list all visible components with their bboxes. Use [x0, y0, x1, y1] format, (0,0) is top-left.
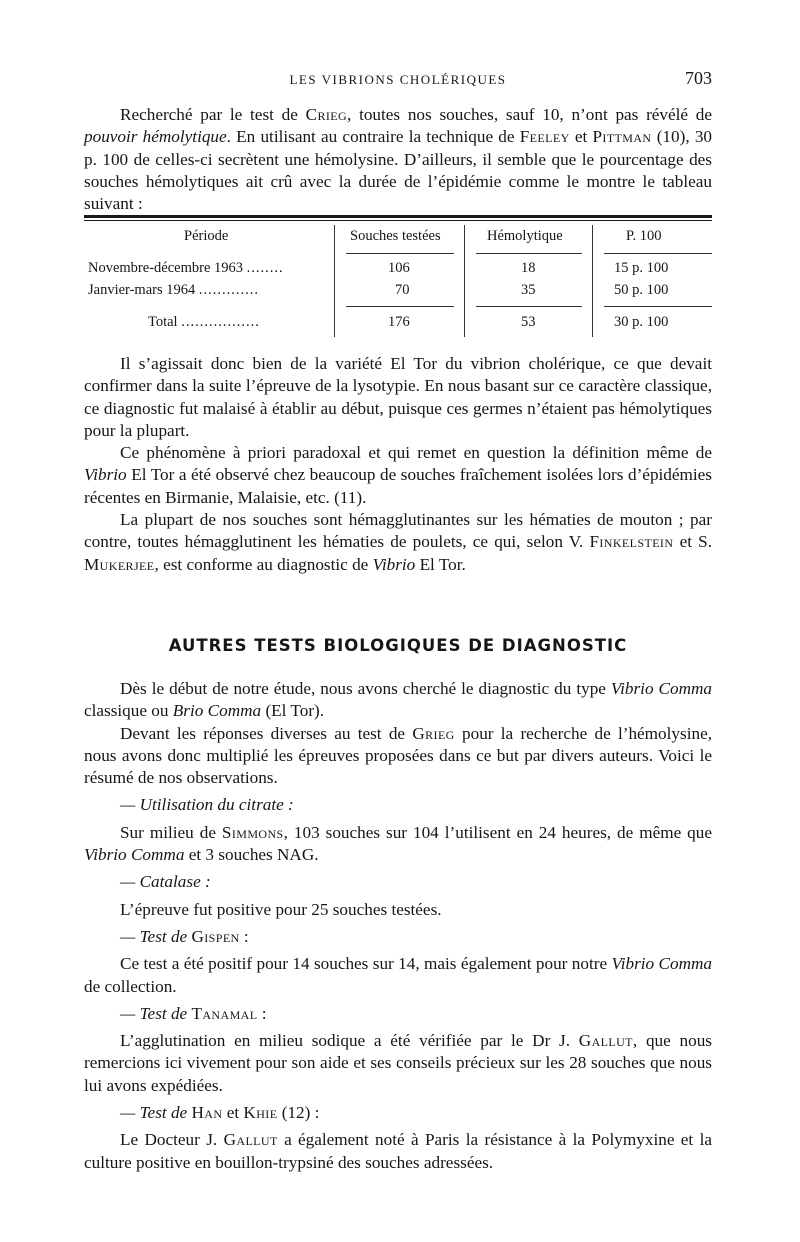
total-rule — [346, 306, 454, 307]
author-name: Gallut — [578, 1031, 633, 1051]
text-run: classique ou — [84, 701, 173, 721]
text-run: (12) : — [277, 1103, 320, 1123]
subsection-title-tanamal — [84, 1003, 712, 1025]
page-number: 703 — [685, 68, 712, 88]
header-periode: Période — [184, 228, 229, 244]
text-run: Devant les réponses diverses au test de — [120, 723, 413, 743]
table-top-rule — [84, 215, 712, 218]
text-run: : — [257, 1003, 267, 1023]
text-run: de collection. — [84, 976, 177, 996]
author-name: Finkelstein — [589, 532, 674, 552]
intro-paragraph — [84, 104, 712, 215]
section-heading: AUTRES TESTS BIOLOGIQUES DE DIAGNOSTIC — [168, 636, 628, 655]
total-rule — [604, 306, 712, 307]
emphasis: pouvoir hémolytique — [84, 127, 227, 147]
text-run: et S. — [673, 532, 712, 552]
text-run: La plupart de nos souches sont hémagglutinantes sur les hématies de mouton ; par contre, toutes hémagglutinent les hématies de poulets, ce qui, selon V. — [84, 510, 712, 552]
text-run: L’agglutination en milieu sodique a été vérifiée par le Dr J. — [120, 1031, 579, 1051]
emphasis: Vibrio Comma — [611, 954, 712, 974]
text-run: , toutes nos souches, sauf 10, n’ont pas révélé de — [347, 105, 712, 124]
text-run: Sur milieu de — [120, 822, 222, 842]
subsection-title-catalase: — Catalase : — [120, 872, 211, 892]
text-run: Recherché par le test de — [120, 105, 306, 124]
table-cell: 18 — [521, 260, 536, 276]
table-cell: 70 — [395, 282, 410, 298]
author-name: Crieg — [305, 105, 348, 124]
emphasis: Vibrio — [84, 465, 127, 485]
paragraph-devant — [84, 723, 712, 790]
column-separator — [334, 225, 335, 337]
paragraph-hemagglutination — [84, 509, 712, 576]
emphasis: Vibrio Comma — [610, 679, 713, 698]
author-name: Pittman — [592, 127, 652, 147]
cell-text: Total — [148, 314, 178, 330]
table-total-label — [148, 314, 260, 331]
table-row-periode — [88, 260, 284, 277]
table-cell: 53 — [521, 314, 536, 330]
table-cell: 15 p. 100 — [614, 260, 669, 276]
text-run: — Test de — [120, 1003, 192, 1023]
paragraph-phenomene — [84, 442, 712, 509]
cell-text: Janvier-mars 1964 — [88, 282, 196, 298]
text-run: El Tor. — [415, 554, 466, 574]
text-run: : — [239, 926, 249, 946]
emphasis: Vibrio Comma — [84, 845, 185, 865]
section-body — [84, 678, 712, 1174]
emphasis: Vibrio — [372, 554, 416, 574]
paragraph-catalase: L’épreuve fut positive pour 25 souches testées. — [120, 899, 442, 919]
author-name: Han — [191, 1103, 223, 1123]
author-name: Tanamal — [191, 1003, 258, 1023]
paragraph-han-khie — [84, 1129, 712, 1174]
running-title: LES VIBRIONS CHOLÉRIQUES — [289, 72, 507, 87]
text-run: El Tor a été observé chez beaucoup de souches fraîchement isolées lors d’épidémies récentes en Birmanie, Malaisie, etc. (11). — [84, 465, 712, 507]
author-name: Gallut — [223, 1130, 278, 1150]
column-separator — [592, 225, 593, 337]
subsection-title-gispen — [84, 926, 712, 948]
section-intro — [84, 678, 712, 723]
author-name: Mukerjee — [84, 554, 155, 574]
text-run: pour la recherche de l’hémolysine, nous avons donc multiplié les épreuves proposées dans ce but par divers auteurs. Voici le résumé de nos observations. — [84, 723, 712, 788]
header-hemolytique: Hémolytique — [487, 228, 563, 244]
text-run: Dès le début de notre étude, nous avons cherché le diagnostic du type — [120, 679, 611, 698]
table-row-periode — [88, 282, 259, 299]
text-run: Le Docteur J. — [120, 1130, 224, 1150]
paragraph-gispen — [84, 953, 712, 998]
text-run: (10), 30 p. 100 de celles-ci secrètent une hémolysine. D’ailleurs, il semble que le pourcentage des souches hémolytiques ait crû avec la durée de l’épidémie comme le montre le tableau suivant : — [84, 127, 713, 214]
author-name: Grieg — [412, 723, 455, 743]
text-run: et — [222, 1103, 244, 1123]
text-run: — Test de — [120, 1103, 192, 1123]
text-run: et 3 souches NAG. — [184, 845, 319, 865]
text-run: Ce phénomène à priori paradoxal et qui remet en question la définition même de — [120, 443, 712, 463]
header-underline — [476, 253, 582, 254]
emphasis: Brio Comma — [172, 701, 262, 721]
text-run: a également noté à Paris la résistance à la Polymyxine et la culture positive en bouillon-trypsiné des souches adressées. — [84, 1130, 712, 1172]
header-pct: P. 100 — [626, 228, 662, 244]
intro-paragraph-block — [84, 104, 712, 215]
text-run: , que nous remercions ici vivement pour son aide et ses conseils précieux sur les 28 souches que nous lui avons expédiées. — [84, 1031, 712, 1095]
hemolysis-table — [84, 215, 712, 337]
table-cell: 35 — [521, 282, 536, 298]
paragraph-citrate — [84, 822, 712, 867]
text-run: Ce test a été positif pour 14 souches sur 14, mais également pour notre — [120, 954, 612, 974]
table-cell: 50 p. 100 — [614, 282, 669, 298]
total-rule — [476, 306, 582, 307]
table-cell: 176 — [388, 314, 410, 330]
text-run: , 103 souches sur 104 l’utilisent en 24 heures, de même que — [283, 822, 712, 842]
header-souches: Souches testées — [350, 228, 441, 244]
subsection-title-han-khie — [84, 1102, 712, 1124]
leader-dots: ................. — [181, 314, 260, 330]
column-separator — [464, 225, 465, 337]
leader-dots: ........ — [246, 260, 284, 276]
table-top-rule-thin — [84, 220, 712, 221]
text-run: . En utilisant au contraire la technique de — [226, 127, 520, 147]
text-run: , est conforme au diagnostic de — [154, 554, 373, 574]
author-name: Feeley — [519, 127, 570, 147]
subsection-title-citrate: — Utilisation du citrate : — [120, 795, 294, 815]
author-name: Simmons — [221, 822, 284, 842]
text-run: — Test de — [120, 926, 192, 946]
leader-dots: ............. — [198, 282, 259, 298]
author-name: Khie — [243, 1103, 278, 1123]
paragraph-el-tor: Il s’agissait donc bien de la variété El Tor du vibrion cholérique, ce que devait confirmer dans la suite l’épreuve de la lysotypie. En nous basant sur ce caractère classique, ce diagnostic fut malaisé à établir au début, puisque ces germes n’étaient pas hémolytiques pour la plupart. — [84, 354, 712, 440]
cell-text: Novembre-décembre 1963 — [88, 260, 244, 276]
paragraph-tanamal — [84, 1030, 712, 1097]
author-name: Gispen — [191, 926, 240, 946]
table-cell: 30 p. 100 — [614, 314, 669, 330]
text-run: (El Tor). — [261, 701, 325, 721]
table-cell: 106 — [388, 260, 410, 276]
text-run: et — [569, 127, 593, 147]
header-underline — [346, 253, 454, 254]
header-underline — [604, 253, 712, 254]
running-header — [84, 70, 712, 94]
post-table-block — [84, 353, 712, 576]
